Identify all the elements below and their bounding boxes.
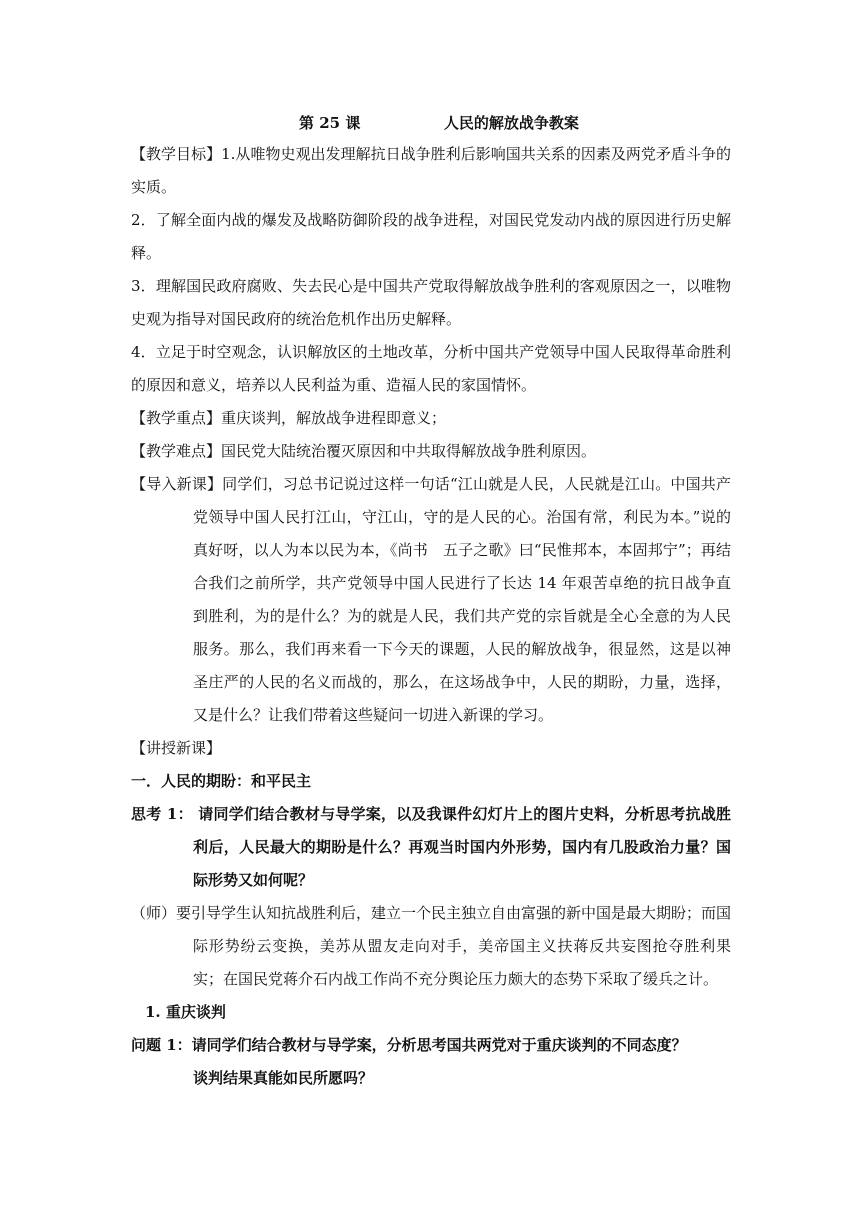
objective-3: 3．理解国民政府腐败、失去民心是中国共产党取得解放战争胜利的客观原因之一，以唯物史观为指导对国民政府的统治危机作出历史解释。	[131, 277, 731, 328]
teaching-difficulty: 【教学难点】国民党大陆统治覆灭原因和中共取得解放战争胜利原因。	[131, 442, 597, 460]
section-1-heading: 一．人民的期盼：和平民主	[131, 772, 312, 790]
objective-2: 2．了解全面内战的爆发及战略防御阶段的战争进程，对国民党发动内战的原因进行历史解释。	[131, 211, 731, 262]
introduction-paragraph: 【导入新课】同学们，习总书记说过这样一句话“江山就是人民，人民就是江山。中国共产党领导中国人民打江山，守江山，守的是人民的心。治国有常，利民为本。”说的真好呀，以人为本以民为本，《尚书 五子之歌》曰“民惟邦本，本固邦宁”；再结合我们之前所学，共产党领导中国人民进行了长达 14 年艰苦卓绝的抗日战争直到胜利，为的是什么？为的就是人民，我们共产党的宗旨就是全心全意的为人民服务。那么，我们再来看一下今天的课题，人民的解放战争，很显然，这是以神圣庄严的人民的名义而战的，那么，在这场战争中，人民的期盼，力量，选择，又是什么？让我们带着这些疑问一切进入新课的学习。	[131, 475, 731, 724]
document-body	[131, 108, 731, 1095]
subsection-chongqing-negotiation: 1. 重庆谈判	[145, 1003, 226, 1021]
lesson-title: 第 25 课 人民的解放战争教案	[299, 114, 579, 132]
new-lesson-heading: 【讲授新课】	[131, 739, 222, 757]
objective-1: 【教学目标】1.从唯物史观出发理解抗日战争胜利后影响国共关系的因素及两党矛盾斗争的实质。	[131, 145, 731, 196]
question-1-continued: 谈判结果真能如民所愿吗？	[193, 1069, 374, 1087]
question-1: 问题 1：请同学们结合教材与导学案，分析思考国共两党对于重庆谈判的不同态度？	[131, 1036, 687, 1054]
teaching-key-point: 【教学重点】重庆谈判，解放战争进程即意义；	[131, 409, 447, 427]
teacher-guidance: （师）要引导学生认知抗战胜利后，建立一个民主独立自由富强的新中国是最大期盼；而国际形势纷云变换，美苏从盟友走向对手，美帝国主义扶蒋反共妄图抢夺胜利果实；在国民党蒋介石内战工作尚不充分舆论压力颇大的态势下采取了缓兵之计。	[131, 904, 732, 988]
objective-4: 4．立足于时空观念，认识解放区的土地改革，分析中国共产党领导中国人民取得革命胜利的原因和意义，培养以人民利益为重、造福人民的家国情怀。	[131, 343, 731, 394]
thinking-question-1: 思考 1： 请同学们结合教材与导学案，以及我课件幻灯片上的图片史料，分析思考抗战胜利后，人民最大的期盼是什么？再观当时国内外形势，国内有几股政治力量？国际形势又如何呢？	[131, 805, 731, 889]
